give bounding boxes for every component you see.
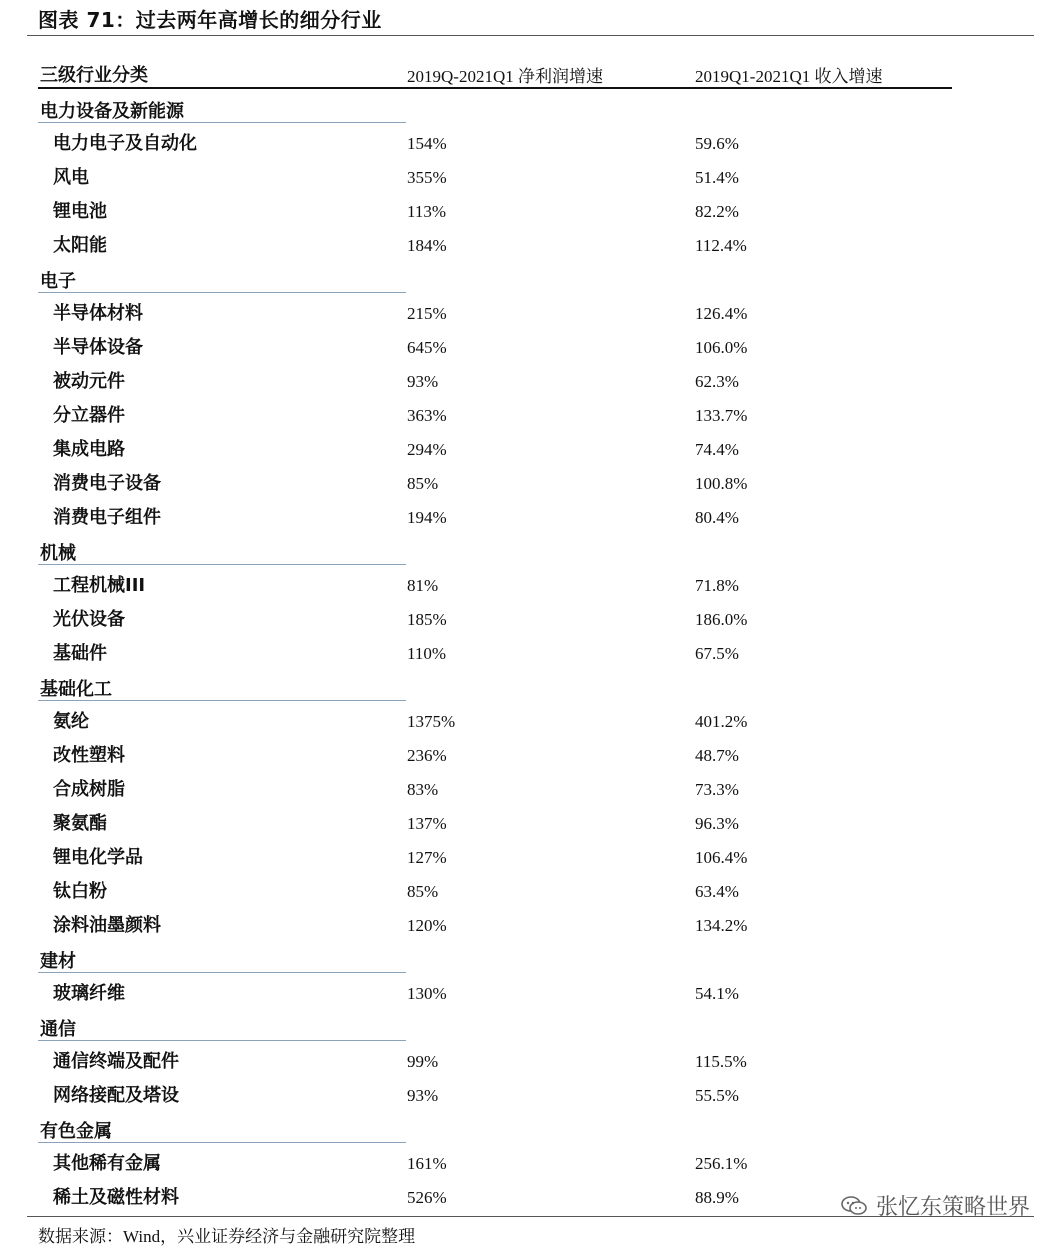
- table-row: [38, 225, 952, 259]
- profit-growth-value: 83%: [407, 780, 439, 799]
- industry-name: 被动元件: [53, 371, 125, 392]
- revenue-growth-value: 55.5%: [695, 1086, 739, 1105]
- industry-name: 其他稀有金属: [53, 1153, 161, 1174]
- group-row: [38, 1109, 952, 1143]
- profit-growth-value: 85%: [407, 882, 439, 901]
- revenue-growth-value: 112.4%: [695, 236, 747, 255]
- table-row: [38, 735, 952, 769]
- profit-growth-value: 185%: [407, 610, 447, 629]
- revenue-growth-value: 80.4%: [695, 508, 739, 527]
- watermark: [840, 1190, 1030, 1221]
- table-row: [38, 327, 952, 361]
- industry-name: 聚氨酯: [53, 813, 107, 834]
- revenue-growth-value: 134.2%: [695, 916, 748, 935]
- profit-growth-value: 355%: [407, 168, 447, 187]
- table-row: [38, 905, 952, 939]
- revenue-growth-value: 71.8%: [695, 576, 739, 595]
- industry-name: 太阳能: [53, 235, 107, 256]
- profit-growth-value: 110%: [407, 644, 447, 663]
- profit-growth-value: 215%: [407, 304, 447, 323]
- group-name: 电力设备及新能源: [40, 101, 184, 122]
- table-row: [38, 1143, 952, 1177]
- table-row: [38, 157, 952, 191]
- profit-growth-value: 93%: [407, 1086, 439, 1105]
- table-row: [38, 769, 952, 803]
- profit-growth-value: 81%: [407, 576, 439, 595]
- industry-name: 光伏设备: [53, 609, 125, 630]
- industry-name: 合成树脂: [53, 779, 125, 800]
- table-row: [38, 123, 952, 157]
- table-row: [38, 871, 952, 905]
- table-row: [38, 1075, 952, 1109]
- revenue-growth-value: 54.1%: [695, 984, 739, 1003]
- table-header: [38, 53, 952, 89]
- group-name: 机械: [40, 543, 76, 564]
- profit-growth-value: 526%: [407, 1188, 447, 1207]
- table-row: [38, 1041, 952, 1075]
- profit-growth-value: 99%: [407, 1052, 439, 1071]
- industry-name: 网络接配及塔设: [53, 1085, 179, 1106]
- industry-name: 基础件: [53, 643, 107, 664]
- table-row: [38, 837, 952, 871]
- table-row: [38, 429, 952, 463]
- table-row: [38, 633, 952, 667]
- table-row: [38, 395, 952, 429]
- table-row: [38, 599, 952, 633]
- source-note: 数据来源：Wind，兴业证券经济与金融研究院整理: [38, 1227, 416, 1246]
- wechat-icon: [840, 1195, 868, 1217]
- profit-growth-value: 85%: [407, 474, 439, 493]
- profit-growth-value: 93%: [407, 372, 439, 391]
- group-row: [38, 259, 952, 293]
- revenue-growth-value: 48.7%: [695, 746, 739, 765]
- revenue-growth-value: 67.5%: [695, 644, 739, 663]
- profit-growth-value: 127%: [407, 848, 447, 867]
- revenue-growth-value: 100.8%: [695, 474, 748, 493]
- revenue-growth-value: 186.0%: [695, 610, 748, 629]
- profit-growth-value: 113%: [407, 202, 447, 221]
- industry-name: 工程机械III: [53, 575, 146, 596]
- revenue-growth-value: 63.4%: [695, 882, 739, 901]
- group-row: [38, 89, 952, 123]
- profit-growth-value: 120%: [407, 916, 447, 935]
- table-row: [38, 1177, 952, 1211]
- revenue-growth-value: 62.3%: [695, 372, 739, 391]
- title-divider: [27, 35, 1034, 36]
- header-profit-growth: 2019Q-2021Q1 净利润增速: [407, 67, 603, 86]
- industry-name: 玻璃纤维: [53, 983, 125, 1004]
- industry-name: 稀土及磁性材料: [53, 1187, 179, 1208]
- profit-growth-value: 363%: [407, 406, 447, 425]
- industry-name: 集成电路: [53, 439, 125, 460]
- profit-growth-value: 645%: [407, 338, 447, 357]
- revenue-growth-value: 115.5%: [695, 1052, 747, 1071]
- table-row: [38, 361, 952, 395]
- group-row: [38, 667, 952, 701]
- industry-name: 通信终端及配件: [53, 1051, 179, 1072]
- group-row: [38, 939, 952, 973]
- group-name: 基础化工: [40, 679, 112, 700]
- industry-name: 锂电化学品: [53, 847, 143, 868]
- profit-growth-value: 184%: [407, 236, 447, 255]
- profit-growth-value: 161%: [407, 1154, 447, 1173]
- revenue-growth-value: 133.7%: [695, 406, 748, 425]
- profit-growth-value: 154%: [407, 134, 447, 153]
- figure-title: 图表 71：过去两年高增长的细分行业: [38, 8, 382, 32]
- data-table: [38, 53, 952, 1211]
- industry-name: 消费电子组件: [53, 507, 161, 528]
- revenue-growth-value: 106.4%: [695, 848, 748, 867]
- header-industry: 三级行业分类: [40, 65, 148, 86]
- group-name: 电子: [40, 271, 76, 292]
- group-row: [38, 1007, 952, 1041]
- revenue-growth-value: 51.4%: [695, 168, 739, 187]
- revenue-growth-value: 88.9%: [695, 1188, 739, 1207]
- table-row: [38, 191, 952, 225]
- industry-name: 分立器件: [53, 405, 125, 426]
- industry-name: 半导体设备: [53, 337, 143, 358]
- watermark-text: 张忆东策略世界: [875, 1195, 1030, 1220]
- group-name: 建材: [40, 951, 76, 972]
- group-name: 有色金属: [40, 1121, 112, 1142]
- group-name: 通信: [40, 1019, 76, 1040]
- revenue-growth-value: 401.2%: [695, 712, 748, 731]
- industry-name: 改性塑料: [53, 745, 125, 766]
- profit-growth-value: 236%: [407, 746, 447, 765]
- revenue-growth-value: 126.4%: [695, 304, 748, 323]
- group-row: [38, 531, 952, 565]
- industry-name: 风电: [53, 167, 89, 188]
- industry-name: 消费电子设备: [53, 473, 161, 494]
- industry-name: 涂料油墨颜料: [53, 915, 161, 936]
- revenue-growth-value: 74.4%: [695, 440, 739, 459]
- table-row: [38, 565, 952, 599]
- industry-name: 锂电池: [53, 201, 107, 222]
- table-row: [38, 973, 952, 1007]
- table-row: [38, 293, 952, 327]
- industry-name: 氨纶: [53, 711, 89, 732]
- profit-growth-value: 1375%: [407, 712, 456, 731]
- profit-growth-value: 194%: [407, 508, 447, 527]
- revenue-growth-value: 96.3%: [695, 814, 739, 833]
- table-row: [38, 803, 952, 837]
- revenue-growth-value: 106.0%: [695, 338, 748, 357]
- revenue-growth-value: 73.3%: [695, 780, 739, 799]
- revenue-growth-value: 256.1%: [695, 1154, 748, 1173]
- table-row: [38, 497, 952, 531]
- revenue-growth-value: 82.2%: [695, 202, 739, 221]
- profit-growth-value: 294%: [407, 440, 447, 459]
- industry-name: 钛白粉: [53, 881, 107, 902]
- profit-growth-value: 130%: [407, 984, 447, 1003]
- revenue-growth-value: 59.6%: [695, 134, 739, 153]
- profit-growth-value: 137%: [407, 814, 447, 833]
- table-row: [38, 701, 952, 735]
- industry-name: 电力电子及自动化: [53, 133, 197, 154]
- industry-name: 半导体材料: [53, 303, 143, 324]
- header-revenue-growth: 2019Q1-2021Q1 收入增速: [695, 67, 883, 86]
- table-row: [38, 463, 952, 497]
- table-body: [38, 89, 952, 1211]
